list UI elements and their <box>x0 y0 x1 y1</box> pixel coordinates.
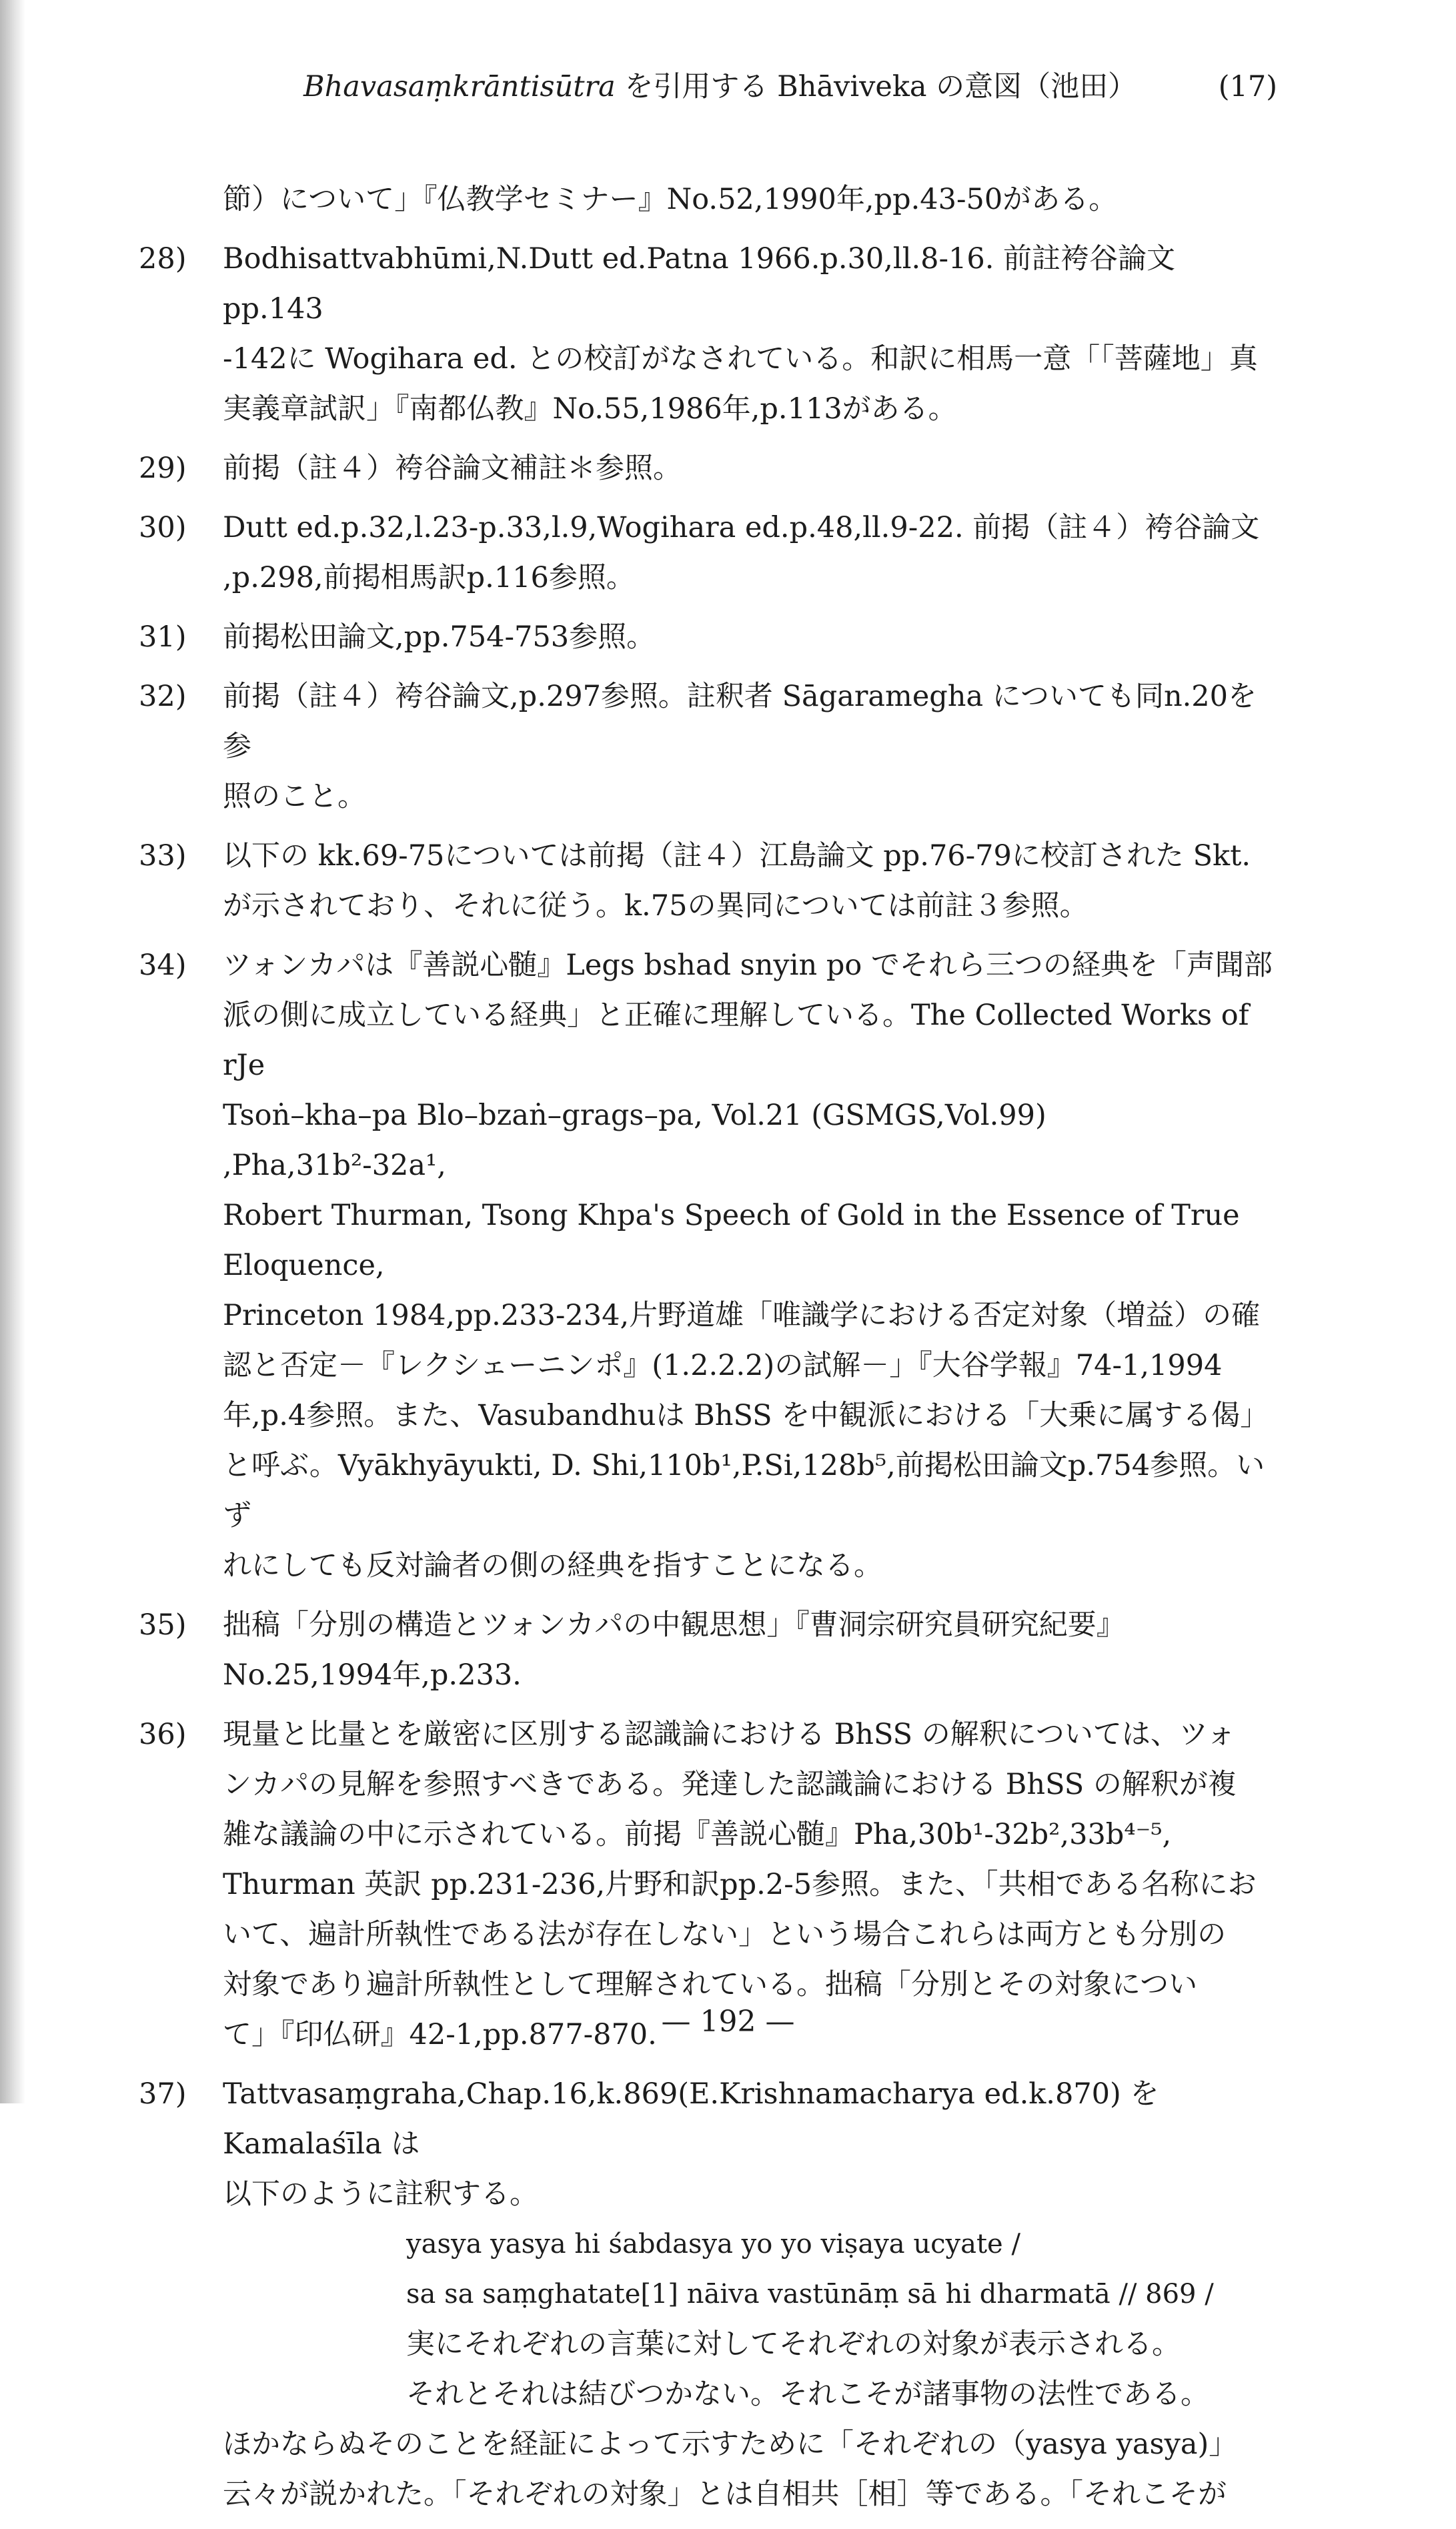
header-page-label: (17) <box>1218 70 1277 103</box>
footnote-line: ツォンカパは『善説心髄』Legs bshad snyin po でそれら三つの経典を「声聞部 <box>223 949 1273 982</box>
footnote-line: いて、遍計所執性である法が存在しない」という場合これらは両方とも分別の <box>223 1918 1227 1951</box>
footnote-line: れにしても反対論者の側の経典を指すことになる。 <box>223 1549 882 1582</box>
verse-line: sa sa saṃghatate[1] nāiva vastūnāṃ sā hi dharmatā // 869 / <box>406 2279 1214 2310</box>
footnote-line: ほかならぬそのことを経証によって示すために「それぞれの（yasya yasya)」 <box>223 2428 1238 2461</box>
footnote-line: 派の側に成立している経典」と正確に理解している。The Collected Works of rJe <box>223 999 1249 1082</box>
header-title-rest: を引用する Bhāviveka の意図（池田） <box>615 70 1137 103</box>
footnote-28 <box>139 234 1274 434</box>
footnote-34 <box>139 941 1274 1591</box>
footnote-line: Bodhisattvabhūmi,N.Dutt ed.Patna 1966.p.30,ll.8-16. 前註袴谷論文 pp.143 <box>223 242 1176 326</box>
footnote-line: 云々が説かれた。「それぞれの対象」とは自相共［相］等である。「それこそが <box>223 2478 1227 2511</box>
verse-line: yasya yasya hi śabdasya yo yo viṣaya ucyate / <box>406 2229 1020 2259</box>
footnote-line: 以下のように註釈する。 <box>223 2177 538 2211</box>
footnote-35 <box>139 1600 1274 1700</box>
footnote-number: 32) <box>139 680 187 713</box>
footnote-line: 前掲（註４）袴谷論文補註＊参照。 <box>223 452 682 485</box>
footnote-line: 前掲（註４）袴谷論文,p.297参照。註釈者 Sāgaramegha についても同n.20を参 <box>223 680 1257 763</box>
footnote-line: と呼ぶ。Vyākhyāyukti, D. Shi,110b¹,P.Si,128b⁵,前掲松田論文p.754参照。いず <box>223 1449 1265 1532</box>
footnote-line: 以下の kk.69-75については前掲（註４）江島論文 pp.76-79に校訂された Skt. <box>223 839 1251 873</box>
footnote-line: が示されており、それに従う。k.75の異同については前註３参照。 <box>223 889 1088 923</box>
footnote-number: 34) <box>139 949 187 982</box>
footnote-continuation <box>180 175 1274 225</box>
footnote-list <box>139 175 1274 2529</box>
footnote-line: No.25,1994年,p.233. <box>223 1658 522 1692</box>
running-header <box>303 67 1277 107</box>
footnote-line: 照のこと。 <box>223 780 366 813</box>
footnote-line: 前掲松田論文,pp.754-753参照。 <box>223 620 656 654</box>
footnote-line: -142に Wogihara ed. との校訂がなされている。和訳に相馬一意「「菩薩地」真 <box>223 342 1258 376</box>
footnote-line: 年,p.4参照。また、Vasubandhuは BhSS を中観派における「大乗に属する偈」 <box>223 1399 1269 1432</box>
scan-edge-shadow <box>0 0 25 2103</box>
footnote-number: 28) <box>139 242 187 276</box>
footnote-line: 現量と比量とを厳密に区別する認識論における BhSS の解釈については、ツォ <box>223 1718 1236 1751</box>
translation-line: 実にそれぞれの言葉に対してそれぞれの対象が表示される。 <box>406 2328 1181 2361</box>
footnote-line: 拙稿「分別の構造とツォンカパの中観思想」『曹洞宗研究員研究紀要』 <box>223 1608 1125 1642</box>
footnote-line: 節）について」『仏教学セミナー』No.52,1990年,pp.43-50がある。 <box>223 183 1118 216</box>
footnote-number: 29) <box>139 452 187 485</box>
footnote-number: 37) <box>139 2077 187 2111</box>
footnote-line: Dutt ed.p.32,l.23-p.33,l.9,Wogihara ed.p.48,ll.9-22. 前掲（註４）袴谷論文 <box>223 511 1260 544</box>
footnote-line: 認と否定－『レクシェーニンポ』(1.2.2.2)の試解－」『大谷学報』74-1,1994 <box>223 1349 1223 1382</box>
footnote-number: 33) <box>139 839 187 873</box>
translation-line: それとそれは結びつかない。それこそが諸事物の法性である。 <box>406 2378 1209 2411</box>
footnote-line: Thurman 英訳 pp.231-236,片野和訳pp.2-5参照。また、「共相である名称にお <box>223 1868 1257 1901</box>
footnote-line: ンカパの見解を参照すべきである。発達した認識論における BhSS の解釈が複 <box>223 1768 1237 1801</box>
footnote-line: Princeton 1984,pp.233-234,片野道雄「唯識学における否定対象（増益）の確 <box>223 1299 1261 1332</box>
footnote-line: て」『印仏研』42-1,pp.877-870. <box>223 2018 657 2051</box>
footnote-line: 対象であり遍計所執性として理解されている。拙稿「分別とその対象につい <box>223 1968 1198 2001</box>
footnote-number: 36) <box>139 1718 187 1751</box>
footnote-number: 30) <box>139 511 187 544</box>
footnote-line: Tsoṅ–kha–pa Blo–bzaṅ–grags–pa, Vol.21 (GSMGS,Vol.99) ,Pha,31b²-32a¹, <box>223 1099 1046 1182</box>
footnote-line: 実義章試訳」『南都仏教』No.55,1986年,p.113がある。 <box>223 392 957 426</box>
footnote-37 <box>139 2069 1274 2520</box>
footnote-33 <box>139 831 1274 931</box>
footnote-32 <box>139 672 1274 822</box>
footnote-line: Robert Thurman, Tsong Khpa's Speech of Gold in the Essence of True Eloquence, <box>223 1199 1240 1282</box>
footnote-29 <box>139 444 1274 494</box>
footnote-line: ,p.298,前掲相馬訳p.116参照。 <box>223 561 635 594</box>
footnote-30 <box>139 503 1274 603</box>
footnote-number: 35) <box>139 1608 187 1642</box>
header-title: Bhavasaṃkrāntisūtra <box>303 70 616 103</box>
footnote-31 <box>139 612 1274 662</box>
footnote-number: 31) <box>139 620 187 654</box>
footnote-line: Tattvasaṃgraha,Chap.16,k.869(E.Krishnamacharya ed.k.870) を Kamalaśīla は <box>223 2077 1159 2161</box>
footnote-line: 雑な議論の中に示されている。前掲『善説心髄』Pha,30b¹-32b²,33b⁴⁻⁵, <box>223 1818 1172 1851</box>
page-number: — 192 — <box>661 2005 795 2039</box>
